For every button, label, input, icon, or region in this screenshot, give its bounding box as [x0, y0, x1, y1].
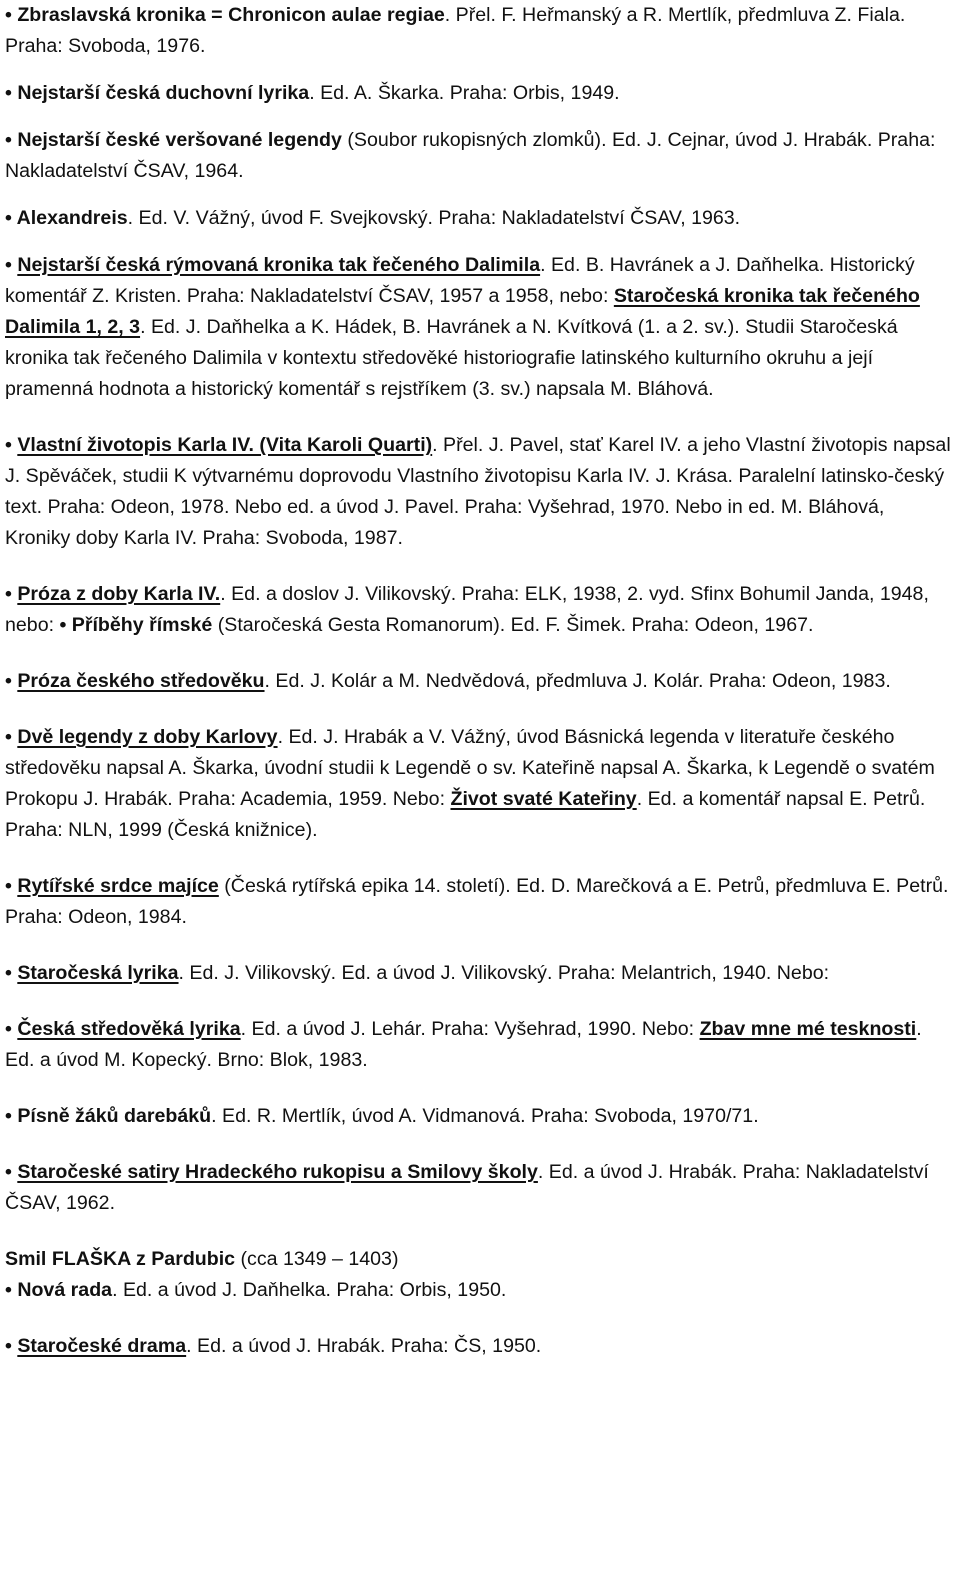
- entry-text: (Soubor rukopisných zlomků). Ed. J. Cejnar, úvod J. Hrabák. Praha: Nakladatelství ČSAV, 1964.: [5, 129, 936, 182]
- entry-text: . Ed. a úvod J. Hrabák. Praha: Nakladatelství ČSAV, 1962.: [5, 1161, 929, 1214]
- bibliography-entry: [5, 1275, 955, 1306]
- title-underlined: Próza českého středověku: [17, 670, 265, 692]
- bullet-icon: •: [5, 1018, 18, 1040]
- entry-text: . Ed. a komentář napsal E. Petrů. Praha: NLN, 1999 (Česká knižnice).: [5, 788, 926, 841]
- bibliography-entry: [5, 0, 955, 62]
- bullet-icon: •: [5, 1335, 18, 1357]
- bullet-icon: •: [5, 1105, 18, 1127]
- bullet-icon: •: [5, 1161, 18, 1183]
- title-bold: Zbraslavská kronika = Chronicon aulae regiae: [17, 4, 445, 26]
- entry-text: . Ed. a doslov J. Vilikovský. Praha: ELK, 1938, 2. vyd. Sfinx Bohumil Janda, 1948, nebo:: [5, 583, 929, 636]
- entry-text: . Přel. J. Pavel, stať Karel IV. a jeho Vlastní životopis napsal J. Spěváček, studii K výtvarnému doprovodu Vlastního životopisu Karla IV. J. Krása. Paralelní latinsko-český text. Praha: Odeon, 1978. Nebo ed. a úvod J. Pavel. Praha: Vyšehrad, 1970. Nebo in ed. M. Bláhová, Kroniky doby Karla IV. Praha: Svoboda, 1987.: [5, 434, 951, 549]
- entry-text: . Ed. B. Havránek a J. Daňhelka. Historický komentář Z. Kristen. Praha: Nakladatelství ČSAV, 1957 a 1958, nebo:: [5, 254, 915, 307]
- entry-text: (Česká rytířská epika 14. století). Ed. D. Marečková a E. Petrů, předmluva E. Petrů. Praha: Odeon, 1984.: [5, 875, 949, 928]
- bullet-icon: •: [5, 129, 18, 151]
- bibliography-entry: [5, 78, 955, 109]
- title-underlined: Staročeské satiry Hradeckého rukopisu a Smilovy školy: [17, 1161, 538, 1183]
- bibliography-entry: [5, 722, 955, 846]
- title-bold: Nejstarší české veršované legendy: [17, 129, 342, 151]
- title-bold: Písně žáků darebáků: [17, 1105, 212, 1127]
- bibliography-entry: [5, 125, 955, 187]
- bibliography-entry: [5, 666, 955, 697]
- title-underlined: Staročeské drama: [17, 1335, 187, 1357]
- title-underlined: Život svaté Kateřiny: [450, 788, 637, 810]
- bibliography-entry: [5, 250, 955, 405]
- title-bold: Nejstarší česká duchovní lyrika: [17, 82, 310, 104]
- entry-text: . Ed. V. Vážný, úvod F. Svejkovský. Praha: Nakladatelství ČSAV, 1963.: [127, 207, 741, 229]
- bullet-icon: •: [5, 962, 18, 984]
- title-underlined: Zbav mne mé tesknosti: [699, 1018, 917, 1040]
- title-underlined: Staročeská kronika tak řečeného Dalimila 1, 2, 3: [5, 285, 920, 338]
- title-underlined: Dvě legendy z doby Karlovy: [17, 726, 278, 748]
- bullet-icon: •: [5, 1279, 18, 1301]
- entry-text: . Ed. a úvod J. Daňhelka. Praha: Orbis, 1950.: [112, 1279, 507, 1301]
- entry-text: . Ed. a úvod J. Lehár. Praha: Vyšehrad, 1990. Nebo:: [240, 1018, 700, 1040]
- entry-text: . Ed. a úvod M. Kopecký. Brno: Blok, 1983.: [5, 1018, 922, 1071]
- bullet-icon: •: [5, 4, 18, 26]
- author-heading: [5, 1244, 955, 1275]
- entry-text: (cca 1349 – 1403): [235, 1248, 399, 1270]
- title-bold: Alexandreis: [16, 207, 128, 229]
- bullet-icon: •: [5, 670, 18, 692]
- bibliography-entry: [5, 430, 955, 554]
- title-underlined: Rytířské srdce majíce: [17, 875, 219, 897]
- entry-text: . Ed. A. Škarka. Praha: Orbis, 1949.: [309, 82, 620, 104]
- bibliography-entry: [5, 1157, 955, 1219]
- bullet-icon: •: [5, 82, 18, 104]
- bibliography-entry: [5, 203, 955, 234]
- bullet-icon: •: [5, 254, 18, 276]
- bullet-icon: •: [5, 583, 18, 605]
- bibliography-entry: [5, 871, 955, 933]
- title-underlined: Česká středověká lyrika: [17, 1018, 241, 1040]
- entry-text: . Ed. R. Mertlík, úvod A. Vidmanová. Praha: Svoboda, 1970/71.: [211, 1105, 759, 1127]
- bibliography-entry: [5, 579, 955, 641]
- bibliography-entry: [5, 958, 955, 989]
- entry-text: . Ed. J. Daňhelka a K. Hádek, B. Havránek a N. Kvítková (1. a 2. sv.). Studii Staročeská kronika tak řečeného Dalimila v kontextu středověké historiografie latinského kulturního okruhu a její pramenná hodnota a historický komentář s rejstříkem (3. sv.) napsala M. Bláhová.: [5, 316, 898, 400]
- entry-text: . Ed. a úvod J. Hrabák. Praha: ČS, 1950.: [186, 1335, 542, 1357]
- bullet-icon: •: [5, 207, 17, 229]
- bibliography-entry: [5, 1331, 955, 1362]
- entry-text: . Ed. J. Vilikovský. Ed. a úvod J. Vilikovský. Praha: Melantrich, 1940. Nebo:: [178, 962, 830, 984]
- bibliography-entry: [5, 1014, 955, 1076]
- title-bold: Nová rada: [17, 1279, 113, 1301]
- title-bold: Smil FLAŠKA z Pardubic: [5, 1248, 236, 1270]
- title-underlined: Próza z doby Karla IV.: [17, 583, 221, 605]
- entry-text: . Přel. F. Heřmanský a R. Mertlík, předmluva Z. Fiala. Praha: Svoboda, 1976.: [5, 4, 906, 57]
- entry-text: (Staročeská Gesta Romanorum). Ed. F. Šimek. Praha: Odeon, 1967.: [212, 614, 814, 636]
- title-bold: Příběhy římské: [71, 614, 213, 636]
- entry-text: . Ed. J. Hrabák a V. Vážný, úvod Básnická legenda v literatuře českého středověku napsal A. Škarka, úvodní studii k Legendě o sv. Kateřině napsal A. Škarka, k Legendě o svatém Prokopu J. Hrabák. Praha: Academia, 1959. Nebo:: [5, 726, 935, 810]
- bullet-icon: •: [5, 875, 18, 897]
- title-underlined: Nejstarší česká rýmovaná kronika tak řečeného Dalimila: [17, 254, 541, 276]
- title-underlined: Staročeská lyrika: [17, 962, 179, 984]
- bullet-icon: •: [5, 726, 18, 748]
- bullet-icon: •: [59, 614, 72, 636]
- title-underlined: Vlastní životopis Karla IV. (Vita Karoli Quarti): [17, 434, 433, 456]
- bibliography-entry: [5, 1101, 955, 1132]
- entry-text: . Ed. J. Kolár a M. Nedvědová, předmluva J. Kolár. Praha: Odeon, 1983.: [264, 670, 891, 692]
- bullet-icon: •: [5, 434, 18, 456]
